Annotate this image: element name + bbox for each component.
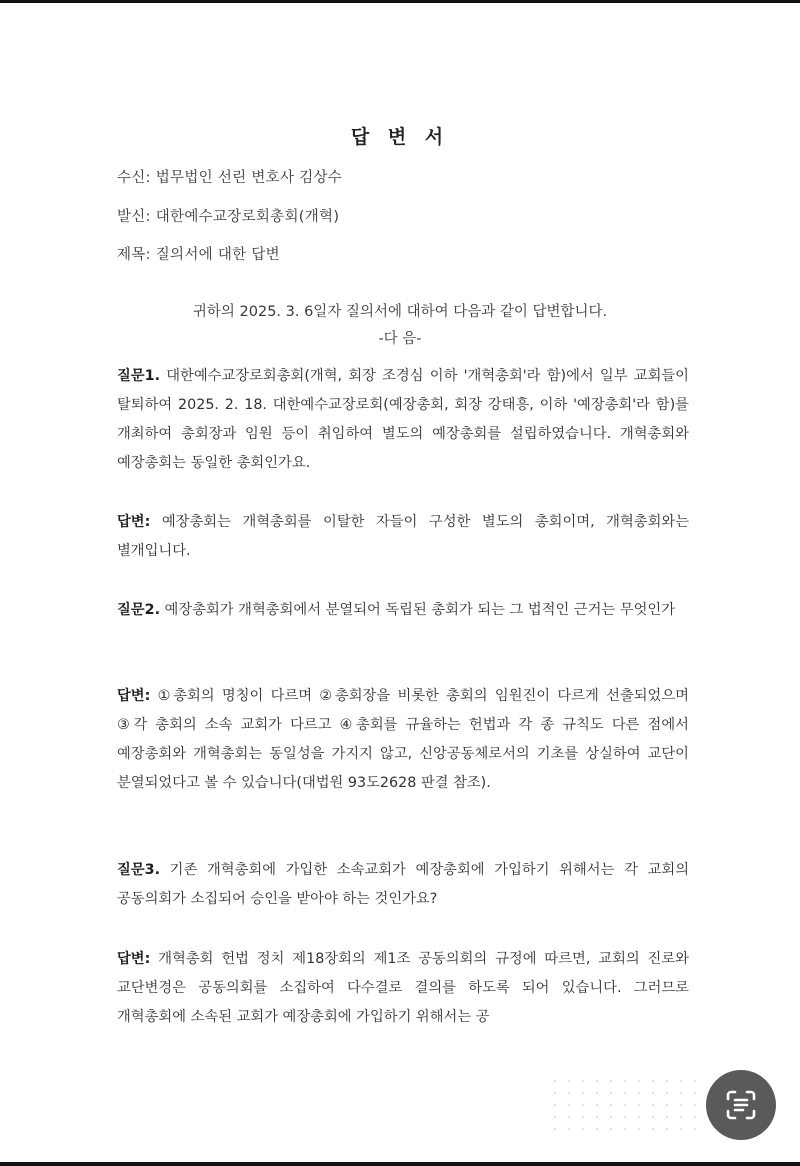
intro-mark: -다 음- <box>378 331 422 347</box>
text-scan-button[interactable] <box>706 1070 776 1140</box>
sender-line: 발신: 대한예수교장로회총회(개혁) <box>117 209 340 225</box>
answer-2-label: 답변: <box>117 688 151 704</box>
recipient-line: 수신: 법무법인 선린 변호사 김상수 <box>117 170 343 186</box>
answer-1-label: 답변: <box>117 514 151 530</box>
answer-3-text: 개혁총회 헌법 정치 제18장회의 제1조 공동의회의 규정에 따르면, 교회의 진로와 교단변경은 공동의회를 소집하여 다수결로 결의를 하도록 되어 있습니다. 그러므로 개혁총회에 소속된 교회가 예장총회에 가입하기 위해서는 공 <box>117 951 689 1025</box>
question-1-text: 대한예수교장로회총회(개혁, 회장 조경심 이하 '개혁총회'라 함)에서 일부 교회들이 탈퇴하여 2025. 2. 18. 대한예수교장로회(예장총회, 회장 강태흥, 이하 '예장총회'라 함)를 개최하여 총회장과 임원 등이 취임하여 별도의 예장총회를 설립하였습니다. 개혁총회와 예장총회는 동일한 총회인가요. <box>117 368 689 471</box>
question-1 <box>117 362 689 478</box>
intro-sentence: 귀하의 2025. 3. 6일자 질의서에 대하여 다음과 같이 답변합니다. <box>192 304 608 320</box>
question-3-text: 기존 개혁총회에 가입한 소속교회가 예장총회에 가입하기 위해서는 각 교회의 공동의회가 소집되어 승인을 받아야 하는 것인가요? <box>117 862 689 907</box>
question-2-label: 질문2. <box>117 602 161 618</box>
faint-dot-pattern <box>548 1075 708 1135</box>
question-3 <box>117 856 689 914</box>
question-1-label: 질문1. <box>117 368 161 384</box>
subject-line: 제목: 질의서에 대한 답변 <box>117 247 280 263</box>
question-3-label: 질문3. <box>117 862 161 878</box>
document-title: 답 변 서 <box>350 126 450 148</box>
question-2 <box>117 596 689 625</box>
text-scan-icon <box>724 1088 758 1122</box>
answer-3-label: 답변: <box>117 951 151 967</box>
answer-2-text: ①총회의 명칭이 다르며 ②총회장을 비롯한 총회의 임원진이 다르게 선출되었으며 ③각 총회의 소속 교회가 다르고 ④총회를 규율하는 헌법과 각 종 규칙도 다른 점에서 예장총회와 개혁총회는 동일성을 가지지 않고, 신앙공동체로서의 기초를 상실하여 교단이 분열되었다고 볼 수 있습니다(대법원 93도2628 판결 참조). <box>117 688 689 791</box>
bottom-border <box>0 1162 800 1166</box>
answer-2 <box>117 682 689 798</box>
answer-3 <box>117 945 689 1032</box>
answer-1 <box>117 508 689 566</box>
answer-1-text: 예장총회는 개혁총회를 이탈한 자들이 구성한 별도의 총회이며, 개혁총회와는 별개입니다. <box>117 514 689 559</box>
question-2-text: 예장총회가 개혁총회에서 분열되어 독립된 총회가 되는 그 법적인 근거는 무엇인가 <box>160 602 676 618</box>
